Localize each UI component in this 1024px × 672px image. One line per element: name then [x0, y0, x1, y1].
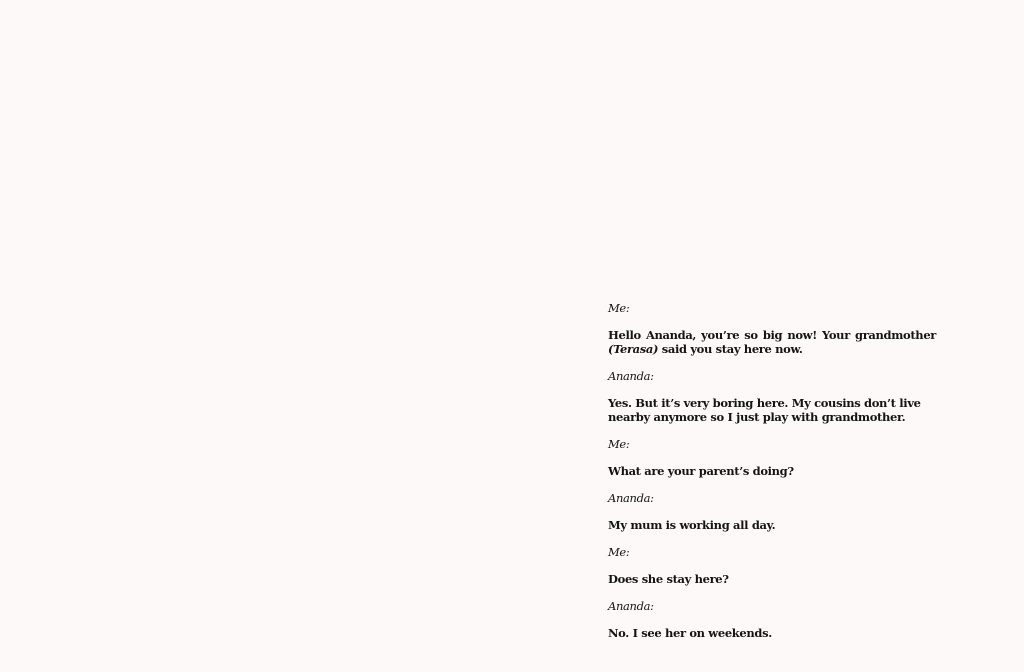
name-aside: (Terasa) [608, 342, 659, 356]
speech-text: Does she stay here? [608, 572, 729, 586]
speaker-label: Me: [608, 301, 630, 315]
speaker-label: Ananda: [608, 599, 654, 613]
speech-text: No. I see her on weekends. [608, 626, 772, 640]
speaker-label: Ananda: [608, 369, 654, 383]
speech-text: Hello Ananda, you’re so big now! Your grandmother (Terasa) said you stay here now. [608, 328, 936, 356]
speech-text: What are your parent’s doing? [608, 464, 794, 478]
speaker-label: Me: [608, 437, 630, 451]
speaker-label: Ananda: [608, 491, 654, 505]
speech-text: Yes. But it’s very boring here. My cousins don’t live nearby anymore so I just play with grandmother. [608, 396, 921, 424]
speaker-label: Me: [608, 545, 630, 559]
interview-transcript [608, 301, 936, 653]
speech-text: My mum is working all day. [608, 518, 776, 532]
